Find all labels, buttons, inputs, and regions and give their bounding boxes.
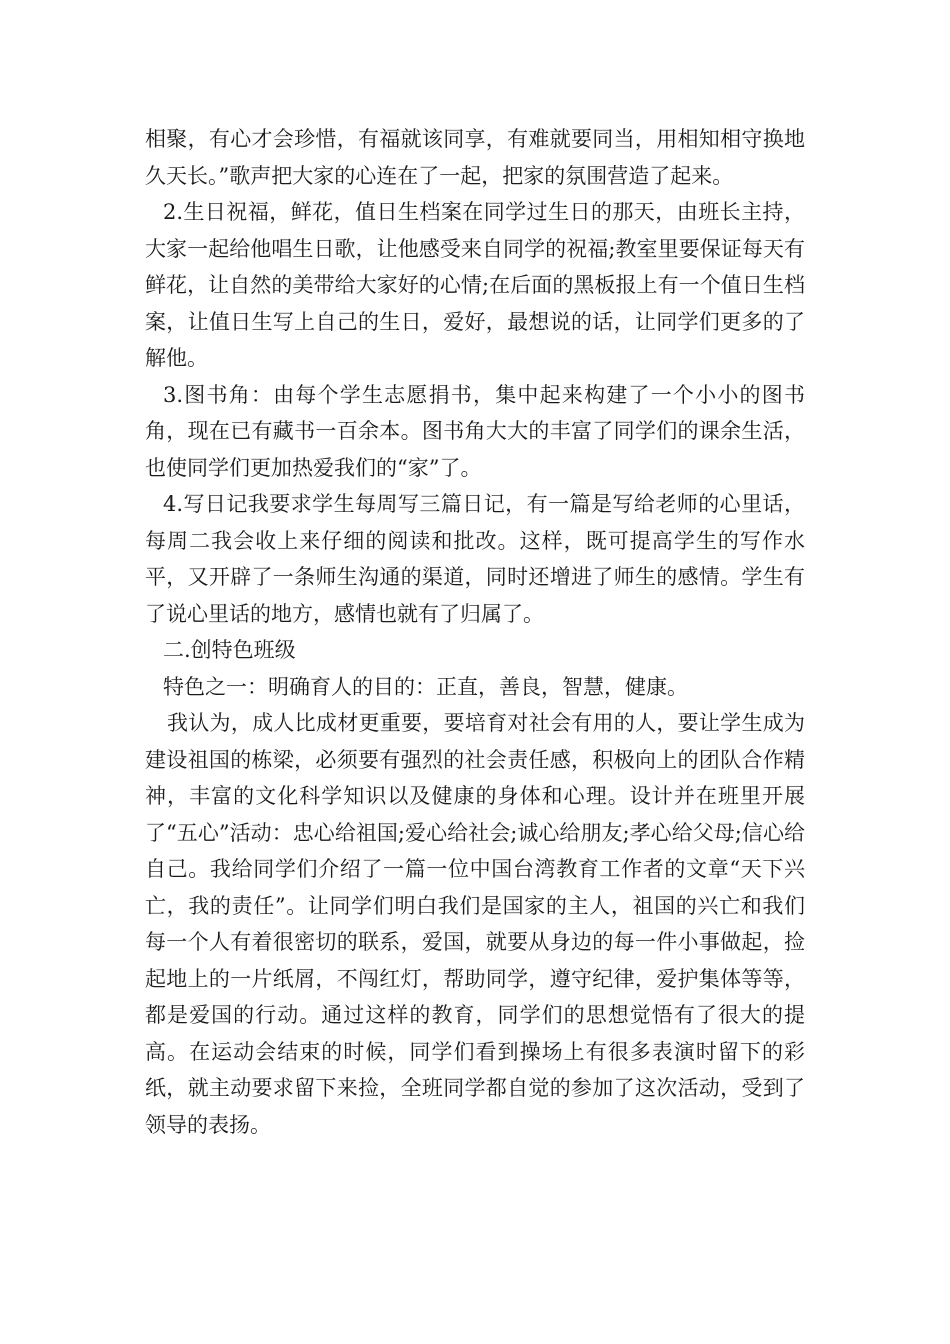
paragraph-feature-one: 特色之一：明确育人的目的：正直，善良，智慧，健康。: [163, 674, 688, 699]
paragraph-education-philosophy: 我认为，成人比成材更重要，要培育对社会有用的人，要让学生成为建设祖国的栋梁，必须要有强烈的社会责任感，积极向上的团队合作精神，丰富的文化科学知识以及健康的身体和心理。设计并在班里开展了“五心”活动：忠心给祖国;爱心给社会;诚心给朋友;孝心给父母;信心给自己。我给同学们介绍了一篇一位中国台湾教育工作者的文章“天下兴亡，我的责任”。让同学们明白我们是国家的主人，祖国的兴亡和我们每一个人有着很密切的联系，爱国，就要从身边的每一件小事做起，捡起地上的一片纸屑，不闯红灯，帮助同学，遵守纪律，爱护集体等等，都是爱国的行动。通过这样的教育，同学们的思想觉悟有了很大的提高。在运动会结束的时候，同学们看到操场上有很多表演时留下的彩纸，就主动要求留下来捡，全班同学都自觉的参加了这次活动，受到了领导的表扬。: [145, 711, 805, 1137]
paragraph-diary-writing: 4.写日记我要求学生每周写三篇日记，有一篇是写给老师的心里话，每周二我会收上来仔细的阅读和批改。这样，既可提高学生的写作水平，又开辟了一条师生沟通的渠道，同时还增进了师生的感情。学生有了说心里话的地方，感情也就有了归属了。: [145, 492, 805, 626]
paragraph-book-corner: 3.图书角：由每个学生志愿捐书，集中起来构建了一个小小的图书角，现在已有藏书一百余本。图书角大大的丰富了同学们的课余生活，也使同学们更加热爱我们的“家”了。: [145, 382, 805, 480]
paragraph-song-continuation: 相聚，有心才会珍惜，有福就该同享，有难就要同当，用相知相守换地久天长。”歌声把大家的心连在了一起，把家的氛围营造了起来。: [145, 127, 805, 188]
document-body: [145, 121, 805, 1143]
paragraph-birthday-wishes: 2.生日祝福，鲜花，值日生档案在同学过生日的那天，由班长主持，大家一起给他唱生日歌，让他感受来自同学的祝福;教室里要保证每天有鲜花，让自然的美带给大家好的心情;在后面的黑板报上有一个值日生档案，让值日生写上自己的生日，爱好，最想说的话，让同学们更多的了解他。: [145, 200, 805, 370]
section-heading-special-class: 二.创特色班级: [163, 638, 296, 662]
